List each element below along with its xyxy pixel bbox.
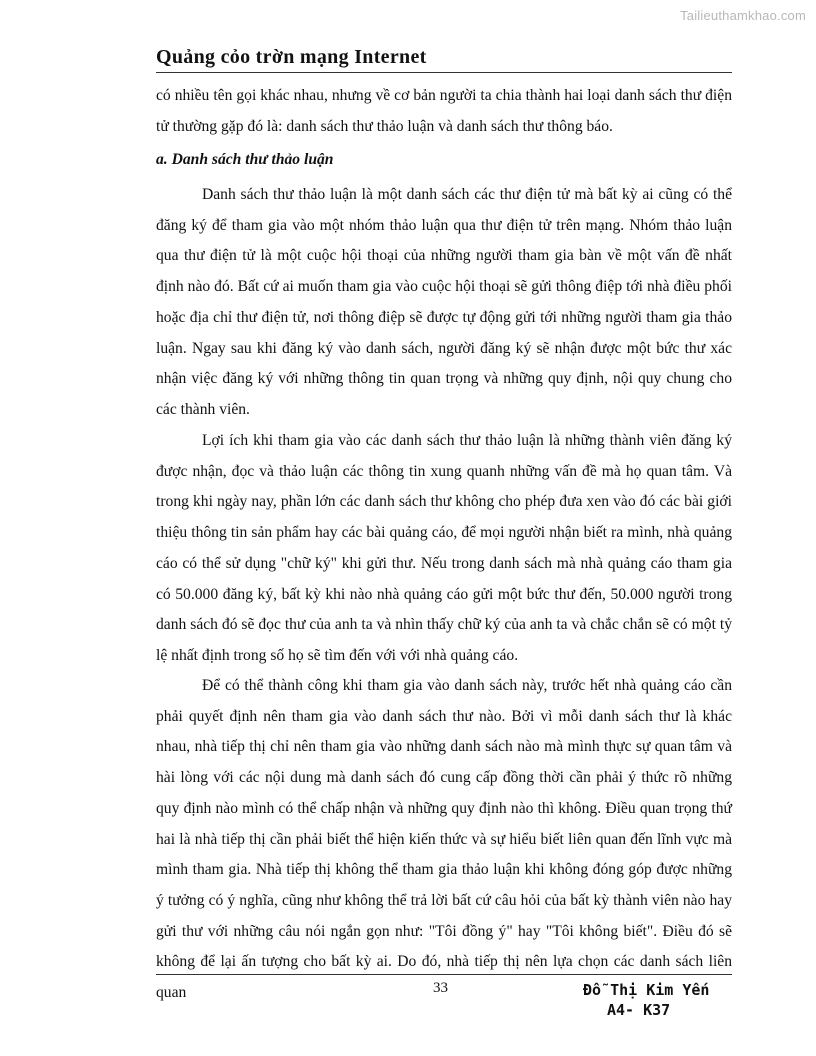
body-paragraph-1: Danh sách thư thảo luận là một danh sách các thư điện tử mà bất kỳ ai cũng có thể đăng ký để tham gia vào một nhóm thảo luận qua thư điện tử trên mạng. Nhóm thảo luận qua thư điện tử là một cuộc hội thoại của những người tham gia bàn về một vấn đề nhất định nào đó. Bất cứ ai muốn tham gia vào cuộc hội thoại sẽ gửi thông điệp tới nhà điều phối hoặc địa chỉ thư điện tử, nơi thông điệp sẽ được tự động gửi tới những người tham gia thảo luận. Ngay sau khi đăng ký vào danh sách, người đăng ký sẽ nhận được một bức thư xác nhận việc đăng ký với những thông tin quan trọng và những quy định, nội quy chung cho các thành viên. [156, 186, 732, 418]
author-block [583, 980, 709, 1020]
page-number: 33 [433, 980, 448, 996]
author-class: A4- K37 [607, 1001, 671, 1019]
page-header-title: Quảng cỏo trờn mạng Internet [156, 46, 427, 68]
section-heading: a. Danh sách thư thảo luận [156, 151, 334, 168]
intro-paragraph: có nhiều tên gọi khác nhau, nhưng về cơ bản người ta chia thành hai loại danh sách thư điện tử thường gặp đó là: danh sách thư thảo luận và danh sách thư thông báo. [156, 87, 732, 135]
body-paragraph-3: Để có thể thành công khi tham gia vào danh sách này, trước hết nhà quảng cáo cần phải quyết định nên tham gia vào danh sách thư nào. Bởi vì mỗi danh sách thư là khác nhau, nhà tiếp thị chỉ nên tham gia vào những danh sách nào mà mình thực sự quan tâm và hài lòng với các nội dung mà danh sách đó cung cấp đồng thời cần phải ý thức rõ những quy định nào mình có thể chấp nhận và những quy định nào thì không. Điều quan trọng thứ hai là nhà tiếp thị cần phải biết thể hiện kiến thức và sự hiểu biết liên quan đến lĩnh vực mà mình tham gia. Nhà tiếp thị không thể tham gia thảo luận khi không đóng góp được những ý tưởng có ý nghĩa, cũng như không thể trả lời bất cứ câu hỏi của bất kỳ thành viên nào hay gửi thư với những câu nói ngắn gọn như: "Tôi đồng ý" hay "Tôi không biết". Điều đó sẽ không để lại ấn tượng cho bất kỳ ai. Do đó, nhà tiếp thị nên lựa chọn các danh sách liên quan [156, 677, 732, 1002]
body-paragraph-2: Lợi ích khi tham gia vào các danh sách thư thảo luận là những thành viên đăng ký được nhận, đọc và thảo luận các thông tin xung quanh những vấn đề mà họ quan tâm. Và trong khi ngày nay, phần lớn các danh sách thư không cho phép đưa xen vào đó các bài giới thiệu thông tin sản phẩm hay các bài quảng cáo, để mọi người nhận biết ra mình, nhà quảng cáo có thể sử dụng "chữ ký" khi gửi thư. Nếu trong danh sách mà nhà quảng cáo tham gia có 50.000 đăng ký, bất kỳ khi nào nhà quảng cáo gửi một bức thư đến, 50.000 người trong danh sách đó sẽ đọc thư của anh ta và nhìn thấy chữ ký của anh ta và chắc chắn sẽ có một tỷ lệ nhất định trong số họ sẽ tìm đến với với nhà quảng cáo. [156, 432, 732, 664]
header-divider [156, 72, 732, 73]
footer-divider [156, 974, 732, 975]
watermark: Tailieuthamkhao.com [680, 8, 806, 23]
author-name: Đỗ Thị Kim Yến [583, 981, 710, 999]
